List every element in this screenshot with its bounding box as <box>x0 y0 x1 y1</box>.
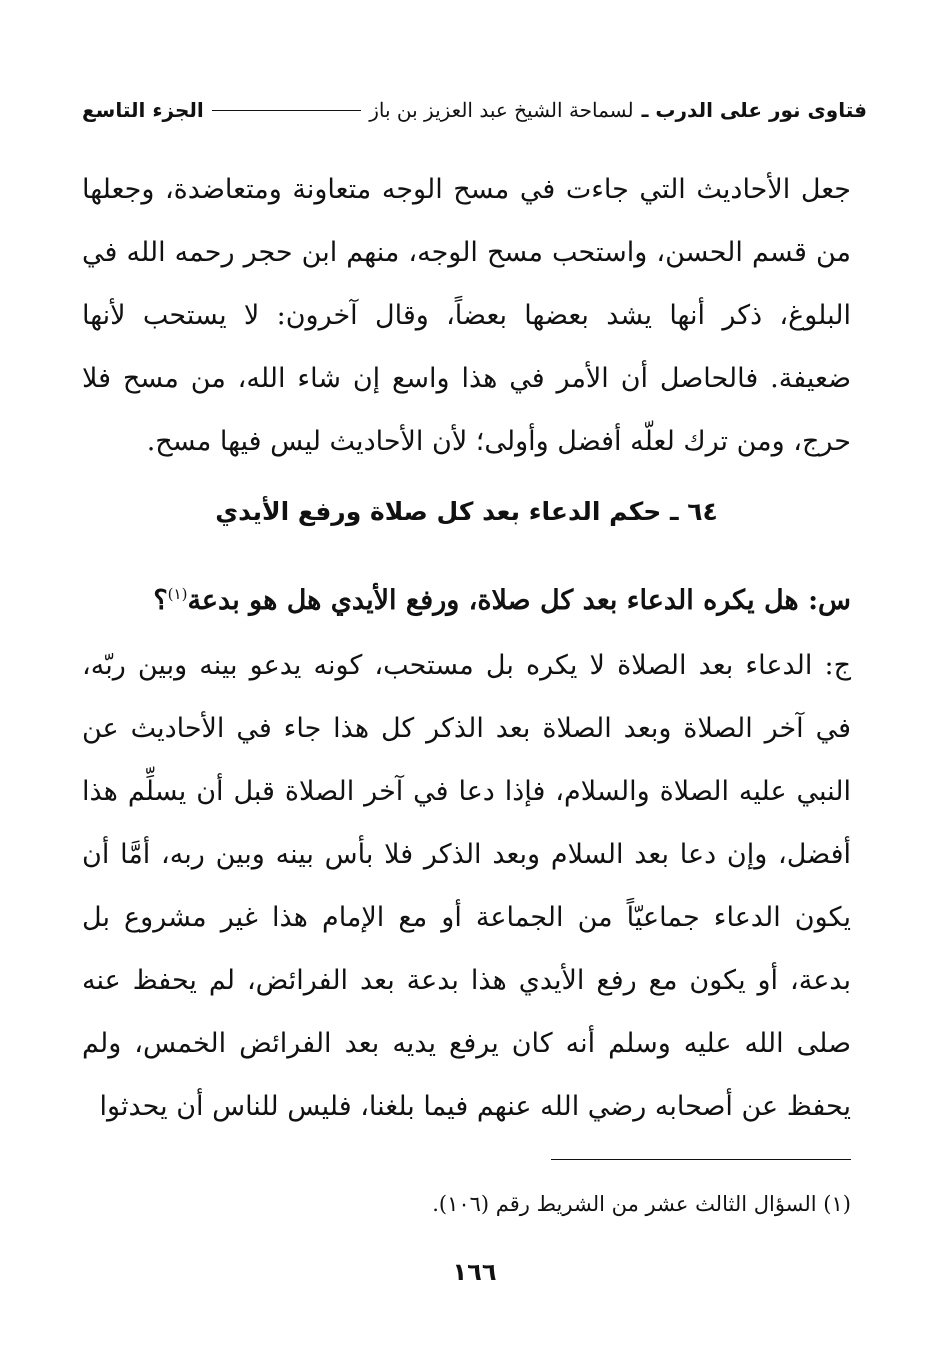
question-text: س: هل يكره الدعاء بعد كل صلاة، ورفع الأيدي هل هو بدعة <box>187 585 851 616</box>
page-number: ١٦٦ <box>452 1258 497 1286</box>
book-title: فتاوى نور على الدرب ـ <box>641 98 867 122</box>
paragraph-2: ج: الدعاء بعد الصلاة لا يكره بل مستحب، كونه يدعو بينه وبين ربّه، في آخر الصلاة وبعد الصلاة بعد الذكر كل هذا جاء في الأحاديث عن النبي عليه الصلاة والسلام، فإذا دعا في آخر الصلاة قبل أن يسلِّم هذا أفضل، وإن دعا بعد السلام وبعد الذكر فلا بأس بينه وبين ربه، أمَّا أن يكون الدعاء جماعيّاً من الجماعة أو مع الإمام هذا غير مشروع بل بدعة، أو يكون مع رفع الأيدي هذا بدعة بعد الفرائض، لم يحفظ عنه صلى الله عليه وسلم أنه كان يرفع يديه بعد الفرائض الخمس، ولم يحفظ عن أصحابه رضي الله عنهم فيما بلغنا، فليس للناس أن يحدثوا <box>82 650 851 1122</box>
question <box>82 572 851 623</box>
header-rule <box>212 110 361 111</box>
footnote-divider <box>551 1159 851 1160</box>
running-header <box>82 92 867 128</box>
paragraph-1: جعل الأحاديث التي جاءت في مسح الوجه متعاونة ومتعاضدة، وجعلها من قسم الحسن، واستحب مسح الوجه، منهم ابن حجر رحمه الله في البلوغ، ذكر أنها يشد بعضها بعضاً، وقال آخرون: لا يستحب لأنها ضعيفة. فالحاصل أن الأمر في هذا واسع إن شاء الله، من مسح فلا حرج، ومن ترك لعلّه أفضل وأولى؛ لأن الأحاديث ليس فيها مسح. <box>82 174 851 457</box>
question-mark: ؟ <box>153 585 168 616</box>
section-title: ٦٤ ـ حكم الدعاء بعد كل صلاة ورفع الأيدي <box>215 497 718 526</box>
volume-label: الجزء التاسع <box>82 98 204 122</box>
footnote-reference: (١) <box>167 585 188 603</box>
footnote: (١) السؤال الثالث عشر من الشريط رقم (١٠٦). <box>432 1192 851 1216</box>
author-name: لسماحة الشيخ عبد العزيز بن باز <box>369 98 634 122</box>
